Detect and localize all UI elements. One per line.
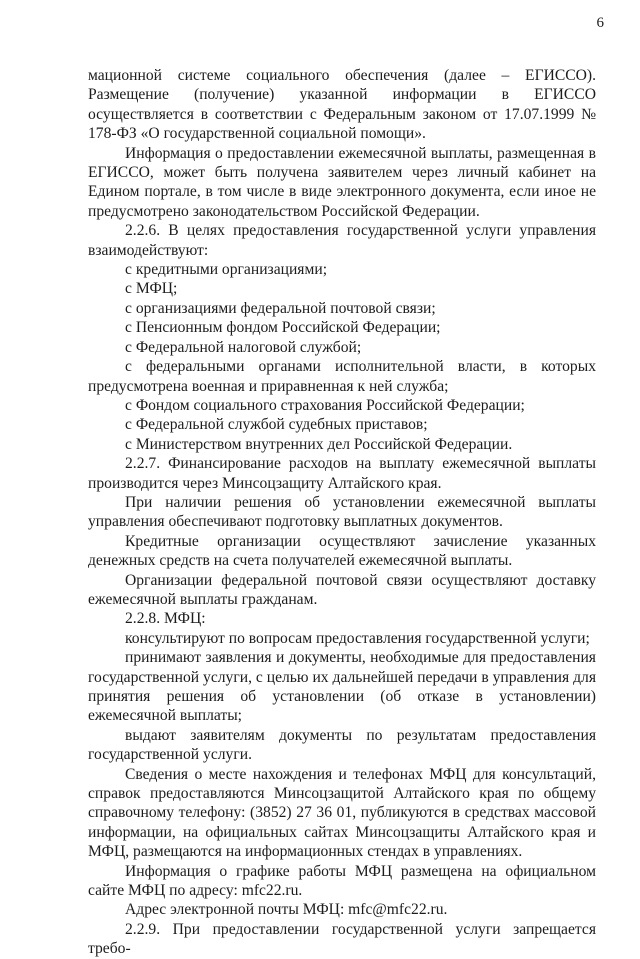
list-item: с Федеральной налоговой службой; [125, 338, 362, 356]
list-item: с кредитными организациями; [125, 261, 328, 279]
list-item: с Федеральной службой судебных приставов; [125, 416, 428, 434]
paragraph: Организации федеральной почтовой связи осуществляют доставку ежемесячной выплаты гражданам. [88, 571, 596, 608]
section-2-2-9-paragraph: 2.2.9. При предоставлении государственной услуги запрещается требо- [88, 920, 596, 958]
list-item: с Министерством внутренних дел Российской Федерации. [125, 435, 513, 453]
paragraph: Адрес электронной почты МФЦ: mfc@mfc22.ru. [125, 901, 448, 919]
paragraph: При наличии решения об установлении ежемесячной выплаты управления обеспечивают подготовку выплатных документов. [88, 493, 596, 531]
paragraph: Информация о графике работы МФЦ размещена на официальном сайте МФЦ по адресу: mfc22.ru. [88, 862, 596, 900]
list-item: с федеральными органами исполнительной власти, в которых предусмотрена военная и приравненная к ней служба; [88, 358, 596, 395]
paragraph: Информация о предоставлении ежемесячной выплаты, размещенная в ЕГИССО, может быть получена заявителем через личный кабинет на Едином портале, в том числе в виде электронного документа, если иное не предусмотрено законодательством Российской Федерации. [88, 144, 596, 220]
paragraph: мационной системе социального обеспечения (далее – ЕГИССО). Размещение (получение) указанной информации в ЕГИССО осуществляется в соответствии с Федеральным законом от 17.07.1999 № 178-ФЗ «О государственной социальной помощи». [88, 67, 596, 143]
list-item: с организациями федеральной почтовой связи; [125, 299, 436, 317]
section-2-2-6-paragraph: 2.2.6. В целях предоставления государственной услуги управления взаимодействуют: [88, 222, 596, 259]
list-item: с МФЦ; [125, 280, 178, 298]
paragraph: Сведения о месте нахождения и телефонах МФЦ для консультаций, справок предоставляются Минсоцзащитой Алтайского края по общему справочному телефону: (3852) 27 36 01, публикуются в средствах массовой информации, на официальных сайтах Минсоцзащиты Алтайского края и МФЦ, размещаются на информационных стендах в управлениях. [88, 765, 596, 861]
page-number: 6 [596, 15, 604, 31]
body-text [88, 66, 596, 959]
list-item: выдают заявителям документы по результатам предоставления государственной услуги. [88, 726, 596, 764]
list-item: консультируют по вопросам предоставления государственной услуги; [125, 629, 590, 647]
list-item: принимают заявления и документы, необходимые для предоставления государственной услуги, с целью их дальнейшей передачи в управления для принятия решения об установлении (об отказе в установлении) ежемесячной выплаты; [88, 649, 596, 725]
list-item: с Фондом социального страхования Российской Федерации; [125, 396, 525, 414]
section-2-2-8-heading: 2.2.8. МФЦ: [125, 610, 206, 628]
paragraph: Кредитные организации осуществляют зачисление указанных денежных средств на счета получателей ежемесячной выплаты. [88, 532, 596, 570]
section-2-2-7-paragraph: 2.2.7. Финансирование расходов на выплату ежемесячной выплаты производится через Минсоцзащиту Алтайского края. [88, 455, 596, 492]
list-item: с Пенсионным фондом Российской Федерации; [125, 319, 441, 337]
